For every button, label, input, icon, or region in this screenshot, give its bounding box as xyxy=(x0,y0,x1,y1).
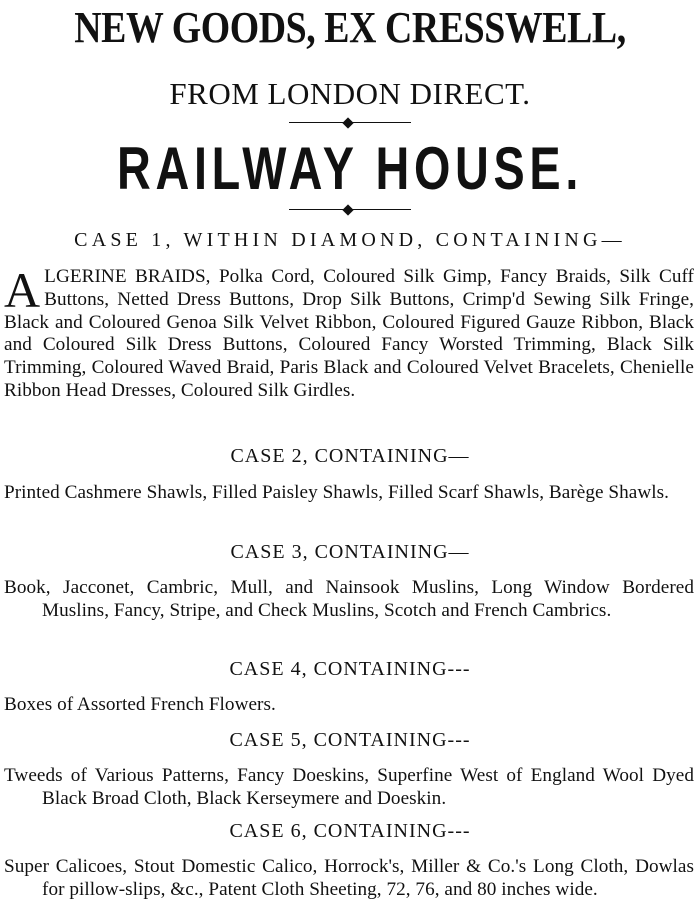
case-1-items xyxy=(4,262,694,403)
case-6-items: Super Calicoes, Stout Domestic Calico, Horrock's, Miller & Co.'s Long Cloth, Dowlas for pillow-slips, &c., Patent Cloth Sheeting, 72, 76, and 80 inches wide. xyxy=(4,856,694,900)
headline: NEW GOODS, EX CRESSWELL, xyxy=(74,3,626,52)
case-2-heading: CASE 2, CONTAINING— xyxy=(230,445,470,467)
diamond-ornament-icon xyxy=(342,117,353,128)
case-5-heading: CASE 5, CONTAINING--- xyxy=(229,729,471,751)
store-name-title: RAILWAY HOUSE. xyxy=(116,135,584,202)
case-1-items-text: LGERINE BRAIDS, Polka Cord, Coloured Silk Gimp, Fancy Braids, Silk Cuff Buttons, Netted Dress Buttons, Drop Silk Buttons, Crimp'd Sewing Silk Fringe, Black and Coloured Genoa Silk Velvet Ribbon, Coloured Figured Gauze Ribbon, Black and Coloured Silk Dress Buttons, Coloured Fancy Worsted Trimming, Black Silk Trimming, Coloured Waved Braid, Paris Black and Coloured Velvet Bracelets, Chenielle Ribbon Head Dresses, Coloured Silk Girdles. xyxy=(4,266,694,401)
ornamental-divider-bottom xyxy=(289,205,411,215)
case-6-heading: CASE 6, CONTAINING--- xyxy=(229,820,471,842)
case-1-heading: CASE 1, WITHIN DIAMOND, CONTAINING— xyxy=(74,229,626,251)
subheadline: FROM LONDON DIRECT. xyxy=(169,76,531,111)
ornamental-divider-top xyxy=(289,118,411,128)
case-2-items: Printed Cashmere Shawls, Filled Paisley Shawls, Filled Scarf Shawls, Barège Shawls. xyxy=(4,482,669,503)
case-4-items: Boxes of Assorted French Flowers. xyxy=(4,694,276,715)
case-5-items: Tweeds of Various Patterns, Fancy Doeskins, Superfine West of England Wool Dyed Black Broad Cloth, Black Kerseymere and Doeskin. xyxy=(4,765,694,809)
drop-cap-letter: A xyxy=(4,262,41,318)
case-3-heading: CASE 3, CONTAINING— xyxy=(230,541,470,563)
diamond-ornament-icon xyxy=(342,204,353,215)
case-4-heading: CASE 4, CONTAINING--- xyxy=(229,658,471,680)
case-3-items: Book, Jacconet, Cambric, Mull, and Nainsook Muslins, Long Window Bordered Muslins, Fancy, Stripe, and Check Muslins, Scotch and French Cambrics. xyxy=(4,577,694,621)
